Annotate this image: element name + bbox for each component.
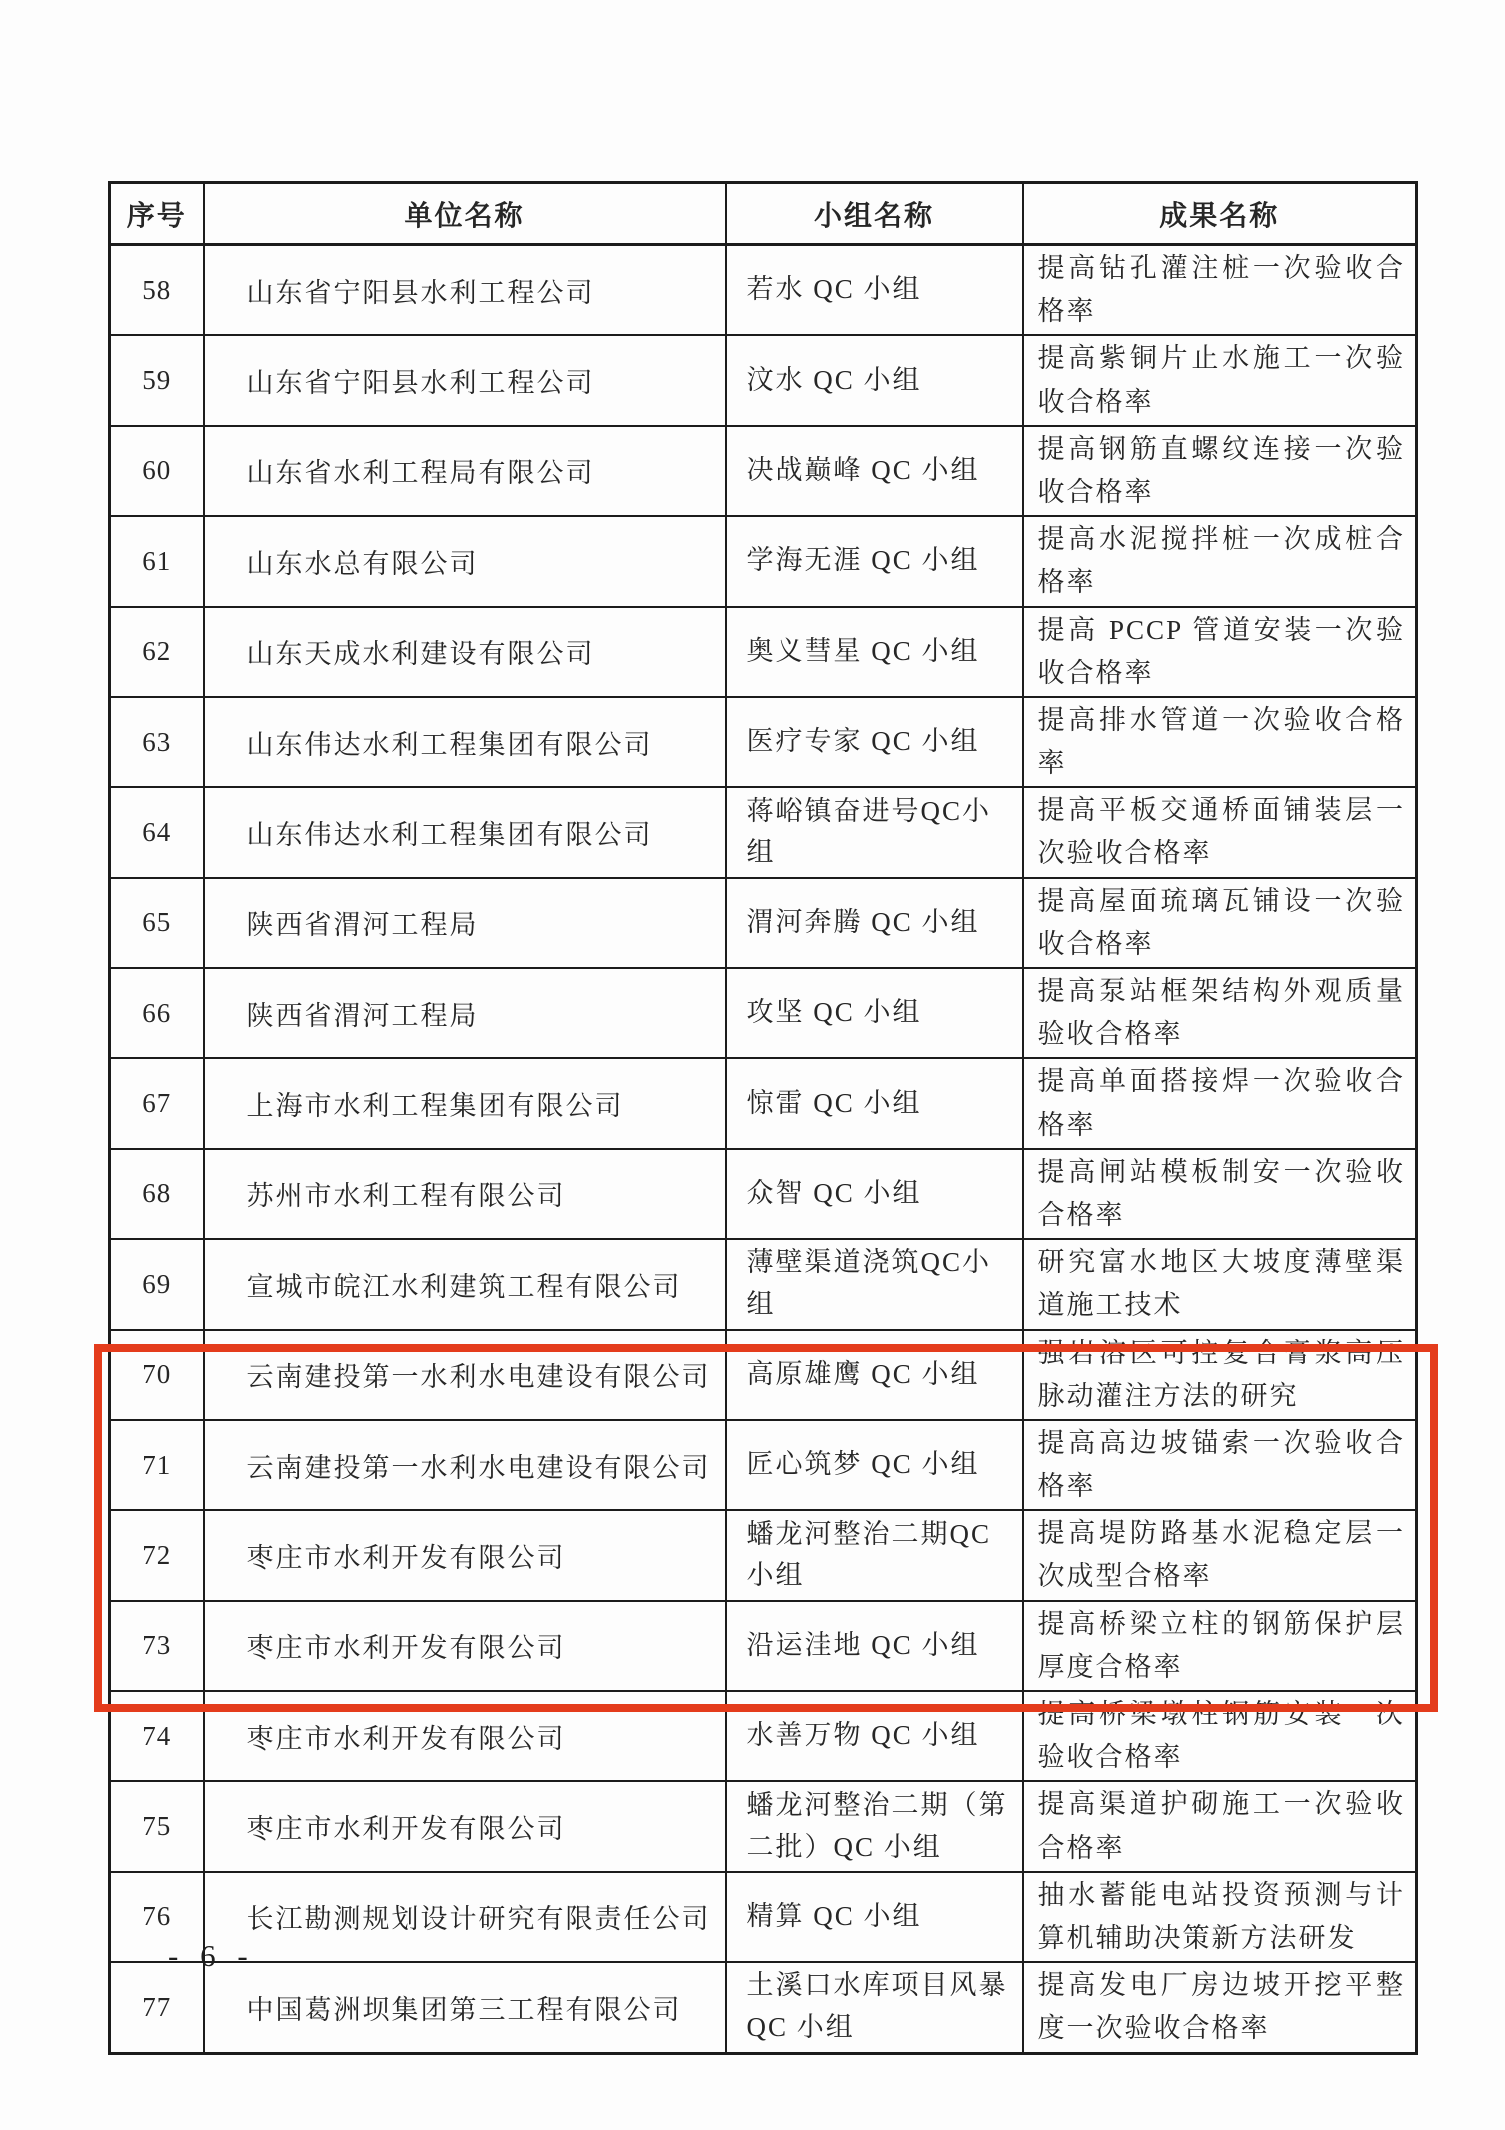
cell-num: 61 (110, 516, 204, 606)
cell-result: 提高钻孔灌注桩一次验收合格率 (1023, 245, 1417, 336)
cell-num: 58 (110, 245, 204, 336)
page-number: - 6 - (168, 1938, 255, 1973)
cell-unit: 枣庄市水利开发有限公司 (204, 1781, 726, 1871)
cell-result: 提高堤防路基水泥稳定层一次成型合格率 (1023, 1510, 1417, 1600)
cell-unit: 山东省宁阳县水利工程公司 (204, 335, 726, 425)
cell-result: 提高紫铜片止水施工一次验收合格率 (1023, 335, 1417, 425)
table-row (110, 1330, 1417, 1420)
cell-unit: 山东天成水利建设有限公司 (204, 607, 726, 697)
cell-result: 提高单面搭接焊一次验收合格率 (1023, 1058, 1417, 1148)
cell-group: 汶水 QC 小组 (726, 335, 1023, 425)
table-row (110, 1872, 1417, 1962)
table-row (110, 968, 1417, 1058)
cell-unit: 宣城市皖江水利建筑工程有限公司 (204, 1239, 726, 1329)
results-table-body (110, 245, 1417, 2054)
cell-num: 63 (110, 697, 204, 787)
cell-num: 64 (110, 787, 204, 877)
cell-result: 提高屋面琉璃瓦铺设一次验收合格率 (1023, 878, 1417, 968)
cell-num: 74 (110, 1691, 204, 1781)
cell-num: 76 (110, 1872, 204, 1962)
table-row (110, 245, 1417, 336)
table-row (110, 1962, 1417, 2053)
cell-group: 蟠龙河整治二期（第二批）QC 小组 (726, 1781, 1023, 1871)
cell-num: 67 (110, 1058, 204, 1148)
cell-num: 73 (110, 1601, 204, 1691)
cell-result: 提高平板交通桥面铺装层一次验收合格率 (1023, 787, 1417, 877)
cell-group: 高原雄鹰 QC 小组 (726, 1330, 1023, 1420)
header-cell-unit: 单位名称 (204, 183, 726, 245)
cell-unit: 陕西省渭河工程局 (204, 968, 726, 1058)
cell-group: 惊雷 QC 小组 (726, 1058, 1023, 1148)
cell-result: 提高发电厂房边坡开挖平整度一次验收合格率 (1023, 1962, 1417, 2053)
cell-result: 提高渠道护砌施工一次验收合格率 (1023, 1781, 1417, 1871)
cell-group: 渭河奔腾 QC 小组 (726, 878, 1023, 968)
cell-unit: 枣庄市水利开发有限公司 (204, 1601, 726, 1691)
cell-unit: 云南建投第一水利水电建设有限公司 (204, 1420, 726, 1510)
cell-result: 研究富水地区大坡度薄壁渠道施工技术 (1023, 1239, 1417, 1329)
table-row (110, 607, 1417, 697)
cell-num: 71 (110, 1420, 204, 1510)
cell-group: 蟠龙河整治二期QC小组 (726, 1510, 1023, 1600)
cell-group: 学海无涯 QC 小组 (726, 516, 1023, 606)
table-row (110, 516, 1417, 606)
cell-unit: 长江勘测规划设计研究有限责任公司 (204, 1872, 726, 1962)
cell-group: 精算 QC 小组 (726, 1872, 1023, 1962)
cell-num: 59 (110, 335, 204, 425)
cell-unit: 苏州市水利工程有限公司 (204, 1149, 726, 1239)
table-row (110, 335, 1417, 425)
cell-num: 70 (110, 1330, 204, 1420)
results-table (108, 181, 1418, 2055)
cell-result: 提高泵站框架结构外观质量验收合格率 (1023, 968, 1417, 1058)
cell-result: 提高钢筋直螺纹连接一次验收合格率 (1023, 426, 1417, 516)
cell-unit: 云南建投第一水利水电建设有限公司 (204, 1330, 726, 1420)
cell-unit: 山东伟达水利工程集团有限公司 (204, 787, 726, 877)
cell-num: 69 (110, 1239, 204, 1329)
cell-num: 60 (110, 426, 204, 516)
cell-result: 提高水泥搅拌桩一次成桩合格率 (1023, 516, 1417, 606)
results-table-container (108, 181, 1417, 2055)
header-cell-group: 小组名称 (726, 183, 1023, 245)
cell-result: 抽水蓄能电站投资预测与计算机辅助决策新方法研发 (1023, 1872, 1417, 1962)
cell-result: 提高排水管道一次验收合格率 (1023, 697, 1417, 787)
cell-unit: 陕西省渭河工程局 (204, 878, 726, 968)
cell-num: 75 (110, 1781, 204, 1871)
table-row (110, 1149, 1417, 1239)
table-row (110, 1781, 1417, 1871)
table-row (110, 878, 1417, 968)
cell-unit: 枣庄市水利开发有限公司 (204, 1510, 726, 1600)
cell-unit: 山东省水利工程局有限公司 (204, 426, 726, 516)
table-row (110, 426, 1417, 516)
cell-result: 提高 PCCP 管道安装一次验收合格率 (1023, 607, 1417, 697)
table-row (110, 1510, 1417, 1600)
cell-result: 提高高边坡锚索一次验收合格率 (1023, 1420, 1417, 1510)
cell-unit: 枣庄市水利开发有限公司 (204, 1691, 726, 1781)
header-cell-num: 序号 (110, 183, 204, 245)
cell-group: 蒋峪镇奋进号QC小组 (726, 787, 1023, 877)
cell-unit: 山东水总有限公司 (204, 516, 726, 606)
cell-unit: 上海市水利工程集团有限公司 (204, 1058, 726, 1148)
cell-unit: 山东伟达水利工程集团有限公司 (204, 697, 726, 787)
cell-num: 72 (110, 1510, 204, 1600)
table-row (110, 1420, 1417, 1510)
cell-result: 提高桥梁立柱的钢筋保护层厚度合格率 (1023, 1601, 1417, 1691)
cell-group: 沿运洼地 QC 小组 (726, 1601, 1023, 1691)
cell-group: 薄壁渠道浇筑QC小组 (726, 1239, 1023, 1329)
table-row (110, 1058, 1417, 1148)
cell-group: 水善万物 QC 小组 (726, 1691, 1023, 1781)
table-row (110, 1601, 1417, 1691)
cell-num: 65 (110, 878, 204, 968)
cell-group: 若水 QC 小组 (726, 245, 1023, 336)
cell-unit: 中国葛洲坝集团第三工程有限公司 (204, 1962, 726, 2053)
cell-num: 66 (110, 968, 204, 1058)
table-row (110, 787, 1417, 877)
table-row (110, 1239, 1417, 1329)
header-row (110, 183, 1417, 245)
cell-group: 奥义彗星 QC 小组 (726, 607, 1023, 697)
cell-group: 医疗专家 QC 小组 (726, 697, 1023, 787)
cell-num: 62 (110, 607, 204, 697)
cell-group: 众智 QC 小组 (726, 1149, 1023, 1239)
cell-unit: 山东省宁阳县水利工程公司 (204, 245, 726, 336)
cell-group: 匠心筑梦 QC 小组 (726, 1420, 1023, 1510)
cell-group: 攻坚 QC 小组 (726, 968, 1023, 1058)
cell-group: 土溪口水库项目风暴 QC 小组 (726, 1962, 1023, 2053)
cell-group: 决战巅峰 QC 小组 (726, 426, 1023, 516)
cell-num: 77 (110, 1962, 204, 2053)
header-cell-result: 成果名称 (1023, 183, 1417, 245)
cell-result: 强岩溶区可控复合膏浆高压脉动灌注方法的研究 (1023, 1330, 1417, 1420)
cell-result: 提高桥梁墩柱钢筋安装一次验收合格率 (1023, 1691, 1417, 1781)
table-row (110, 1691, 1417, 1781)
cell-num: 68 (110, 1149, 204, 1239)
table-header (110, 183, 1417, 245)
table-row (110, 697, 1417, 787)
cell-result: 提高闸站模板制安一次验收合格率 (1023, 1149, 1417, 1239)
